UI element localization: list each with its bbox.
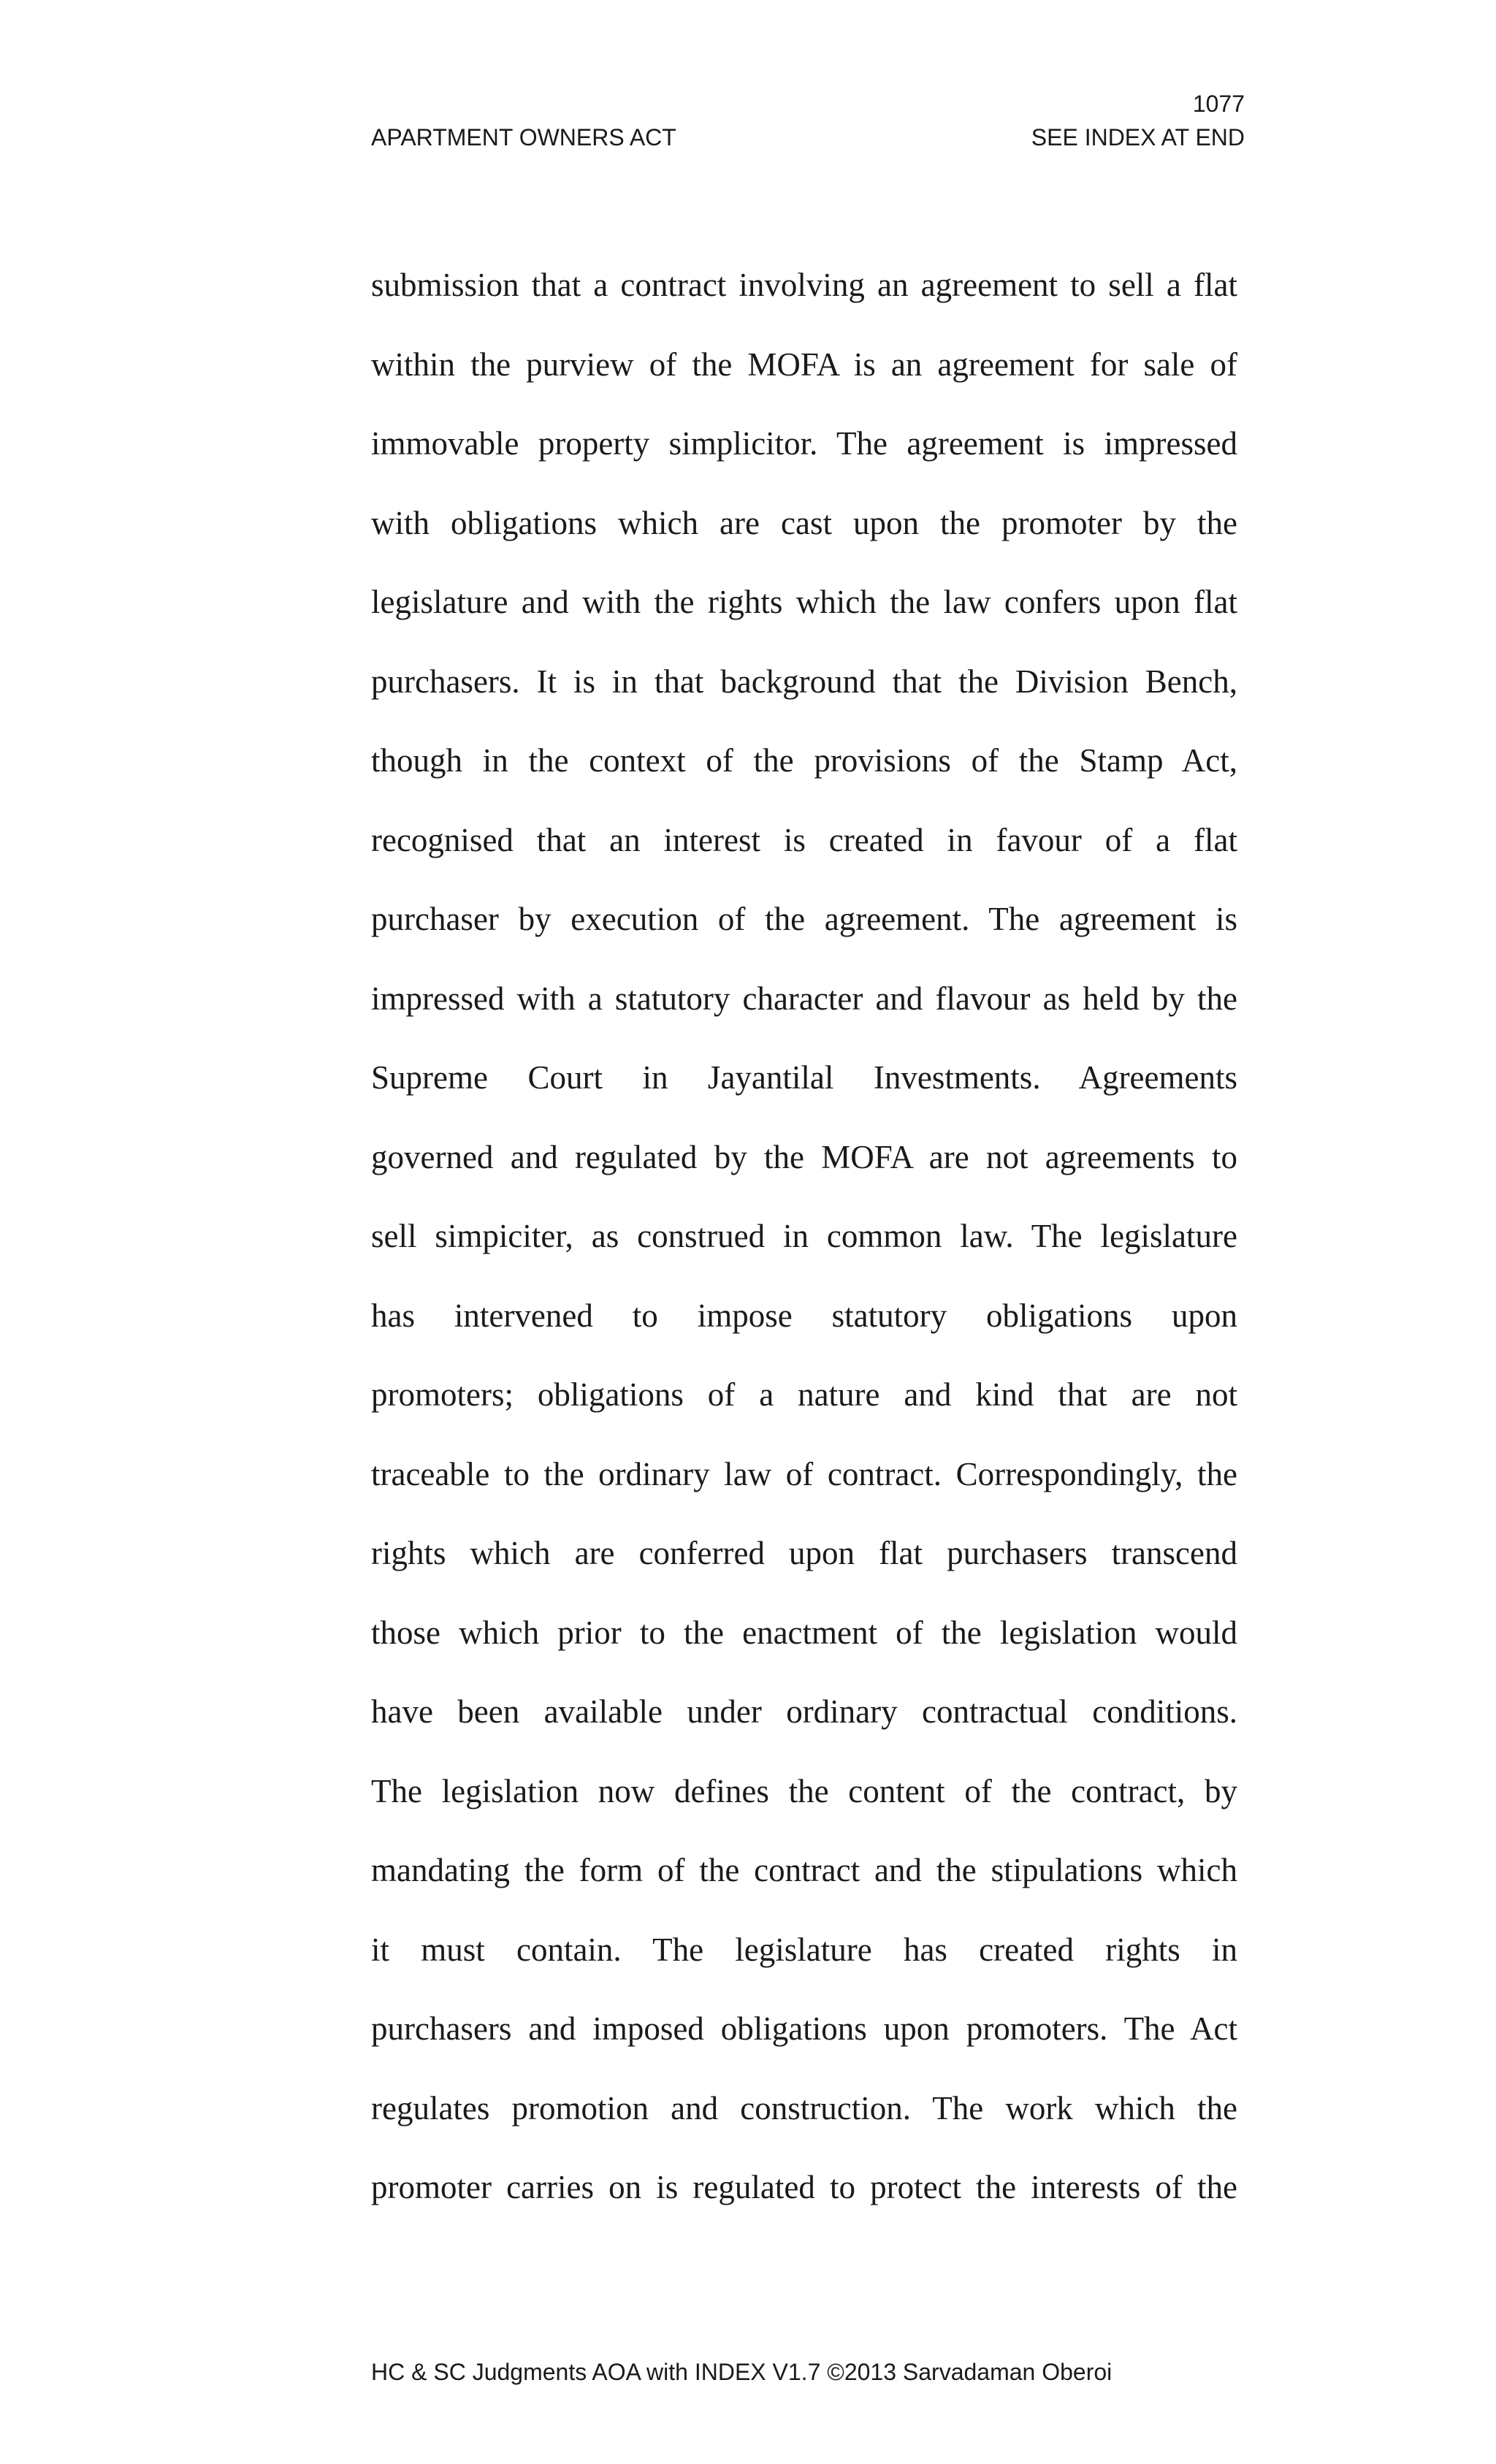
text-line: have been available under ordinary contractual conditions.: [371, 1693, 1237, 1730]
footer-copyright: HC & SC Judgments AOA with INDEX V1.7 ©2013 Sarvadaman Oberoi: [371, 2359, 1113, 2385]
text-line: submission that a contract involving an agreement to sell a flat: [371, 267, 1237, 303]
text-line: governed and regulated by the MOFA are not agreements to: [371, 1138, 1237, 1175]
text-line: promoter carries on is regulated to protect the interests of the: [371, 2169, 1237, 2205]
text-line: immovable property simplicitor. The agreement is impressed: [371, 425, 1237, 462]
page-number: 1077: [1192, 91, 1245, 117]
text-line: regulates promotion and construction. The work which the: [371, 2089, 1237, 2127]
text-line: impressed with a statutory character and flavour as held by the: [371, 980, 1237, 1017]
text-line: with obligations which are cast upon the promoter by the: [371, 504, 1237, 541]
text-line: recognised that an interest is created in favour of a flat: [371, 821, 1237, 858]
text-line: has intervened to impose statutory obligations upon: [371, 1297, 1237, 1334]
text-line: purchasers and imposed obligations upon promoters. The Act: [371, 2010, 1237, 2047]
text-line: purchasers. It is in that background that the Division Bench,: [371, 663, 1237, 700]
body-text: [371, 263, 1237, 2245]
text-line: within the purview of the MOFA is an agreement for sale of: [371, 346, 1237, 383]
text-line: Supreme Court in Jayantilal Investments. Agreements: [371, 1059, 1237, 1096]
text-line: mandating the form of the contract and the stipulations which: [371, 1852, 1237, 1888]
running-header-title: APARTMENT OWNERS ACT: [371, 124, 676, 150]
text-line: legislature and with the rights which the law confers upon flat: [371, 584, 1237, 620]
text-line: it must contain. The legislature has created rights in: [371, 1931, 1237, 1968]
text-line: purchaser by execution of the agreement. The agreement is: [371, 901, 1237, 937]
text-line: The legislation now defines the content of the contract, by: [371, 1772, 1237, 1809]
text-line: traceable to the ordinary law of contract. Correspondingly, the: [371, 1455, 1237, 1492]
text-line: promoters; obligations of a nature and kind that are not: [371, 1376, 1237, 1413]
text-line: rights which are conferred upon flat purchasers transcend: [371, 1535, 1237, 1571]
text-line: those which prior to the enactment of the legislation would: [371, 1614, 1237, 1651]
running-header-index-note: SEE INDEX AT END: [1031, 124, 1245, 150]
text-line: sell simpiciter, as construed in common law. The legislature: [371, 1218, 1237, 1254]
text-line: though in the context of the provisions of the Stamp Act,: [371, 742, 1237, 779]
